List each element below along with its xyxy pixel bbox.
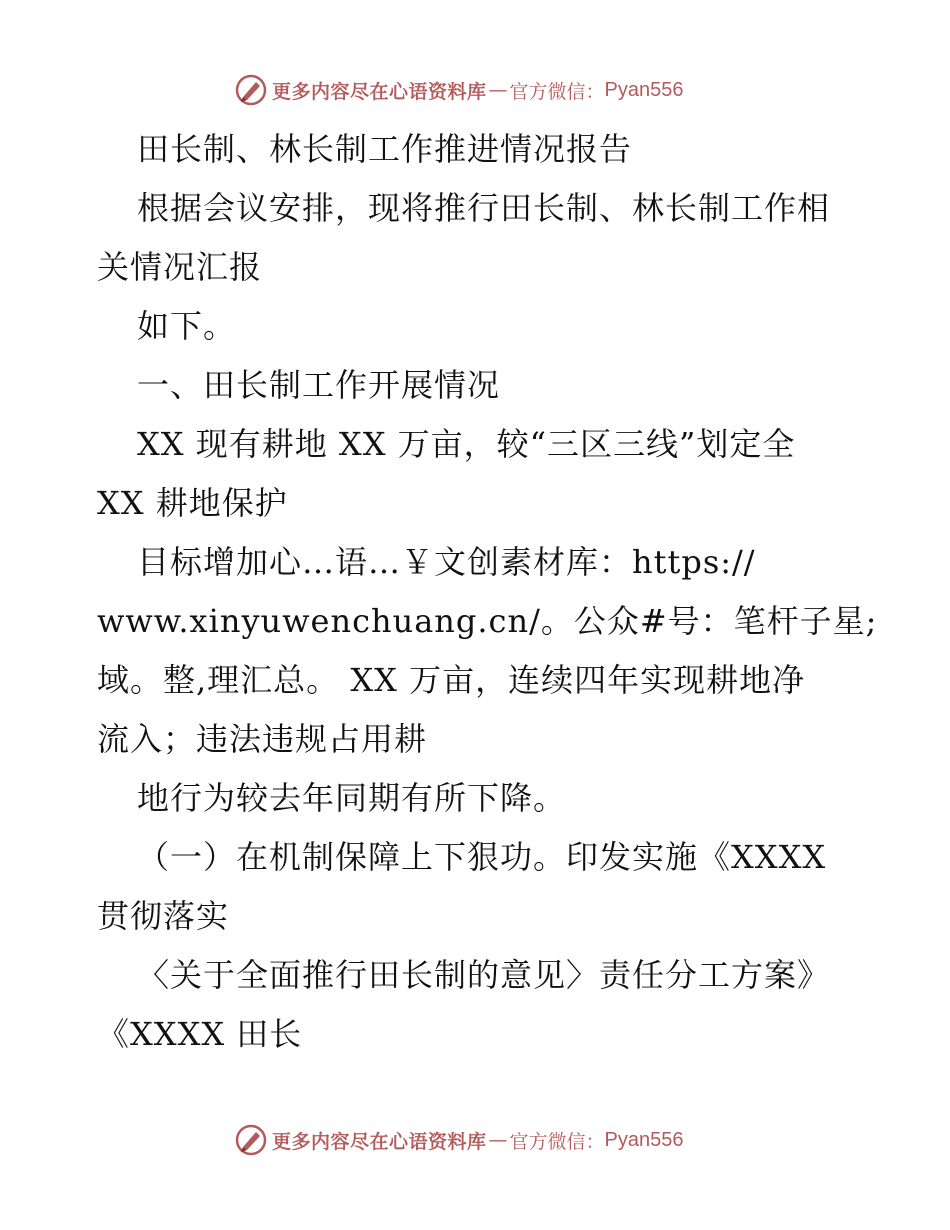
doc-line: 《XXXX 田长: [97, 1015, 303, 1053]
doc-line: 〈关于全面推行田长制的意见〉责任分工方案》: [137, 956, 831, 994]
banner-label: 官方微信：: [509, 1130, 605, 1153]
doc-line: 关情况汇报: [97, 248, 263, 286]
pen-logo-icon: [234, 73, 268, 107]
doc-line: 流入；违法违规占用耕: [97, 720, 428, 758]
doc-line: XX 耕地保护: [97, 484, 288, 522]
doc-line: 田长制、林长制工作推进情况报告: [137, 130, 633, 168]
doc-line: 如下。: [137, 307, 237, 345]
doc-line: XX 现有耕地 XX 万亩，较“三区三线”划定全: [137, 425, 796, 463]
doc-line: 域。整,理汇总。 XX 万亩，连续四年实现耕地净: [97, 661, 806, 699]
banner-label: 官方微信：: [509, 80, 605, 103]
banner-text: 更多内容尽在心语资料库: [272, 1130, 487, 1153]
footer-banner: [234, 1122, 734, 1158]
banner-text: 更多内容尽在心语资料库: [272, 80, 487, 103]
header-banner: [234, 72, 734, 108]
doc-line: 目标增加心…语…￥文创素材库：https://: [137, 543, 756, 581]
banner-dash: —: [488, 79, 508, 101]
doc-line: 贯彻落实: [97, 897, 230, 935]
document-body: [97, 120, 878, 1064]
pen-logo-icon: [234, 1123, 268, 1157]
banner-dash: —: [488, 1129, 508, 1151]
banner-account: Pyan556: [604, 78, 684, 101]
doc-line: （一）在机制保障上下狠功。印发实施《XXXX: [137, 838, 827, 876]
banner-account: Pyan556: [604, 1128, 684, 1151]
doc-line: 一、田长制工作开展情况: [137, 366, 501, 404]
doc-line: 地行为较去年同期有所下降。: [137, 779, 567, 817]
doc-line: 根据会议安排，现将推行田长制、林长制工作相: [137, 189, 831, 227]
doc-line: www.xinyuwenchuang.cn/。公众#号：笔杆子星;: [97, 602, 878, 640]
